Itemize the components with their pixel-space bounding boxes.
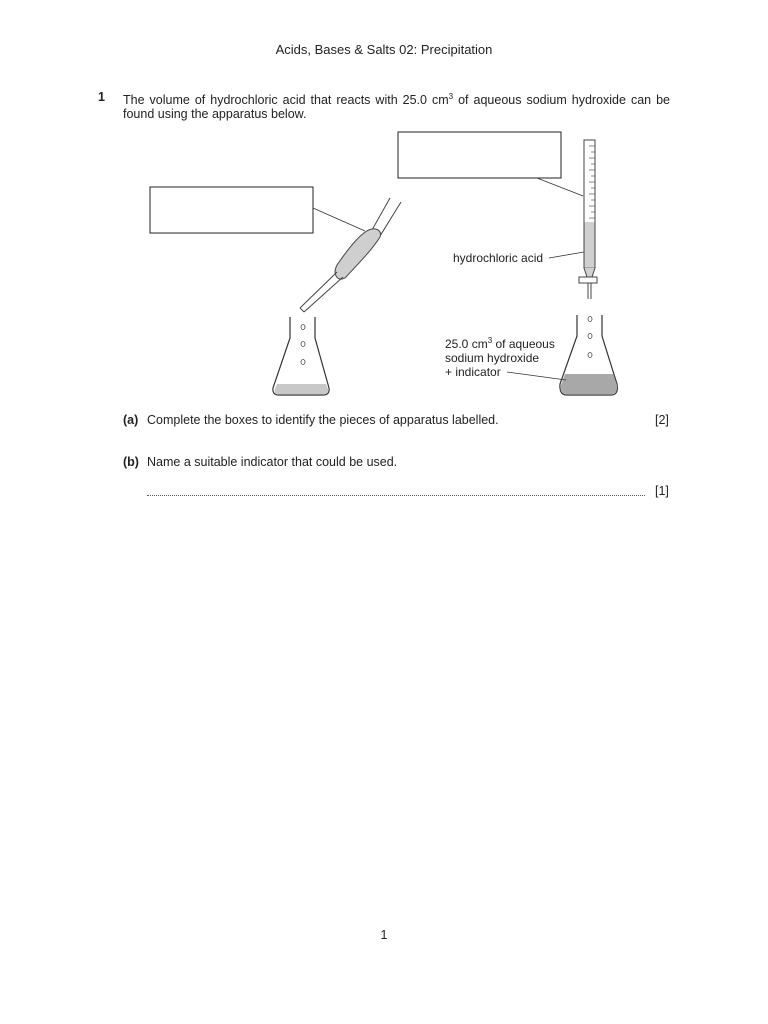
burette-tap xyxy=(579,277,597,283)
part-a-text: Complete the boxes to identify the pieces of apparatus labelled. xyxy=(147,413,499,427)
part-b-marks: [1] xyxy=(655,484,669,498)
leader-line-hcl xyxy=(549,252,584,258)
answer-box-pipette[interactable] xyxy=(150,187,313,233)
leader-line-pipette xyxy=(313,208,365,231)
leader-line-burette xyxy=(537,178,583,196)
burette xyxy=(579,140,597,299)
question-text-superscript: 3 xyxy=(448,92,454,101)
pipette xyxy=(300,198,401,312)
answer-box-burette[interactable] xyxy=(398,132,561,178)
part-b-text: Name a suitable indicator that could be used. xyxy=(147,455,398,469)
part-a-label: (a) xyxy=(123,413,139,427)
label-hydrochloric-acid: hydrochloric acid xyxy=(453,251,544,265)
answer-line-b[interactable] xyxy=(147,489,645,496)
question-text-part2: of aqueous sodium hydroxide can be found using the apparatus below. xyxy=(123,93,670,122)
label-naoh-line3: + indicator xyxy=(445,365,501,379)
page-number: 1 xyxy=(380,928,388,942)
question-text-part1: The volume of hydrochloric acid that reacts with 25.0 cm xyxy=(123,93,449,108)
leader-line-naoh xyxy=(507,372,566,380)
page-header: Acids, Bases & Salts 02: Precipitation xyxy=(275,42,493,57)
label-naoh-line2: sodium hydroxide xyxy=(445,351,540,365)
part-a-marks: [2] xyxy=(655,413,669,427)
conical-flask-left xyxy=(273,317,329,395)
conical-flask-right xyxy=(560,315,618,395)
part-b-label: (b) xyxy=(123,455,139,469)
label-naoh-line1: 25.0 $cm^3$ of aqueous xyxy=(445,336,555,351)
question-number: 1 xyxy=(98,90,105,104)
